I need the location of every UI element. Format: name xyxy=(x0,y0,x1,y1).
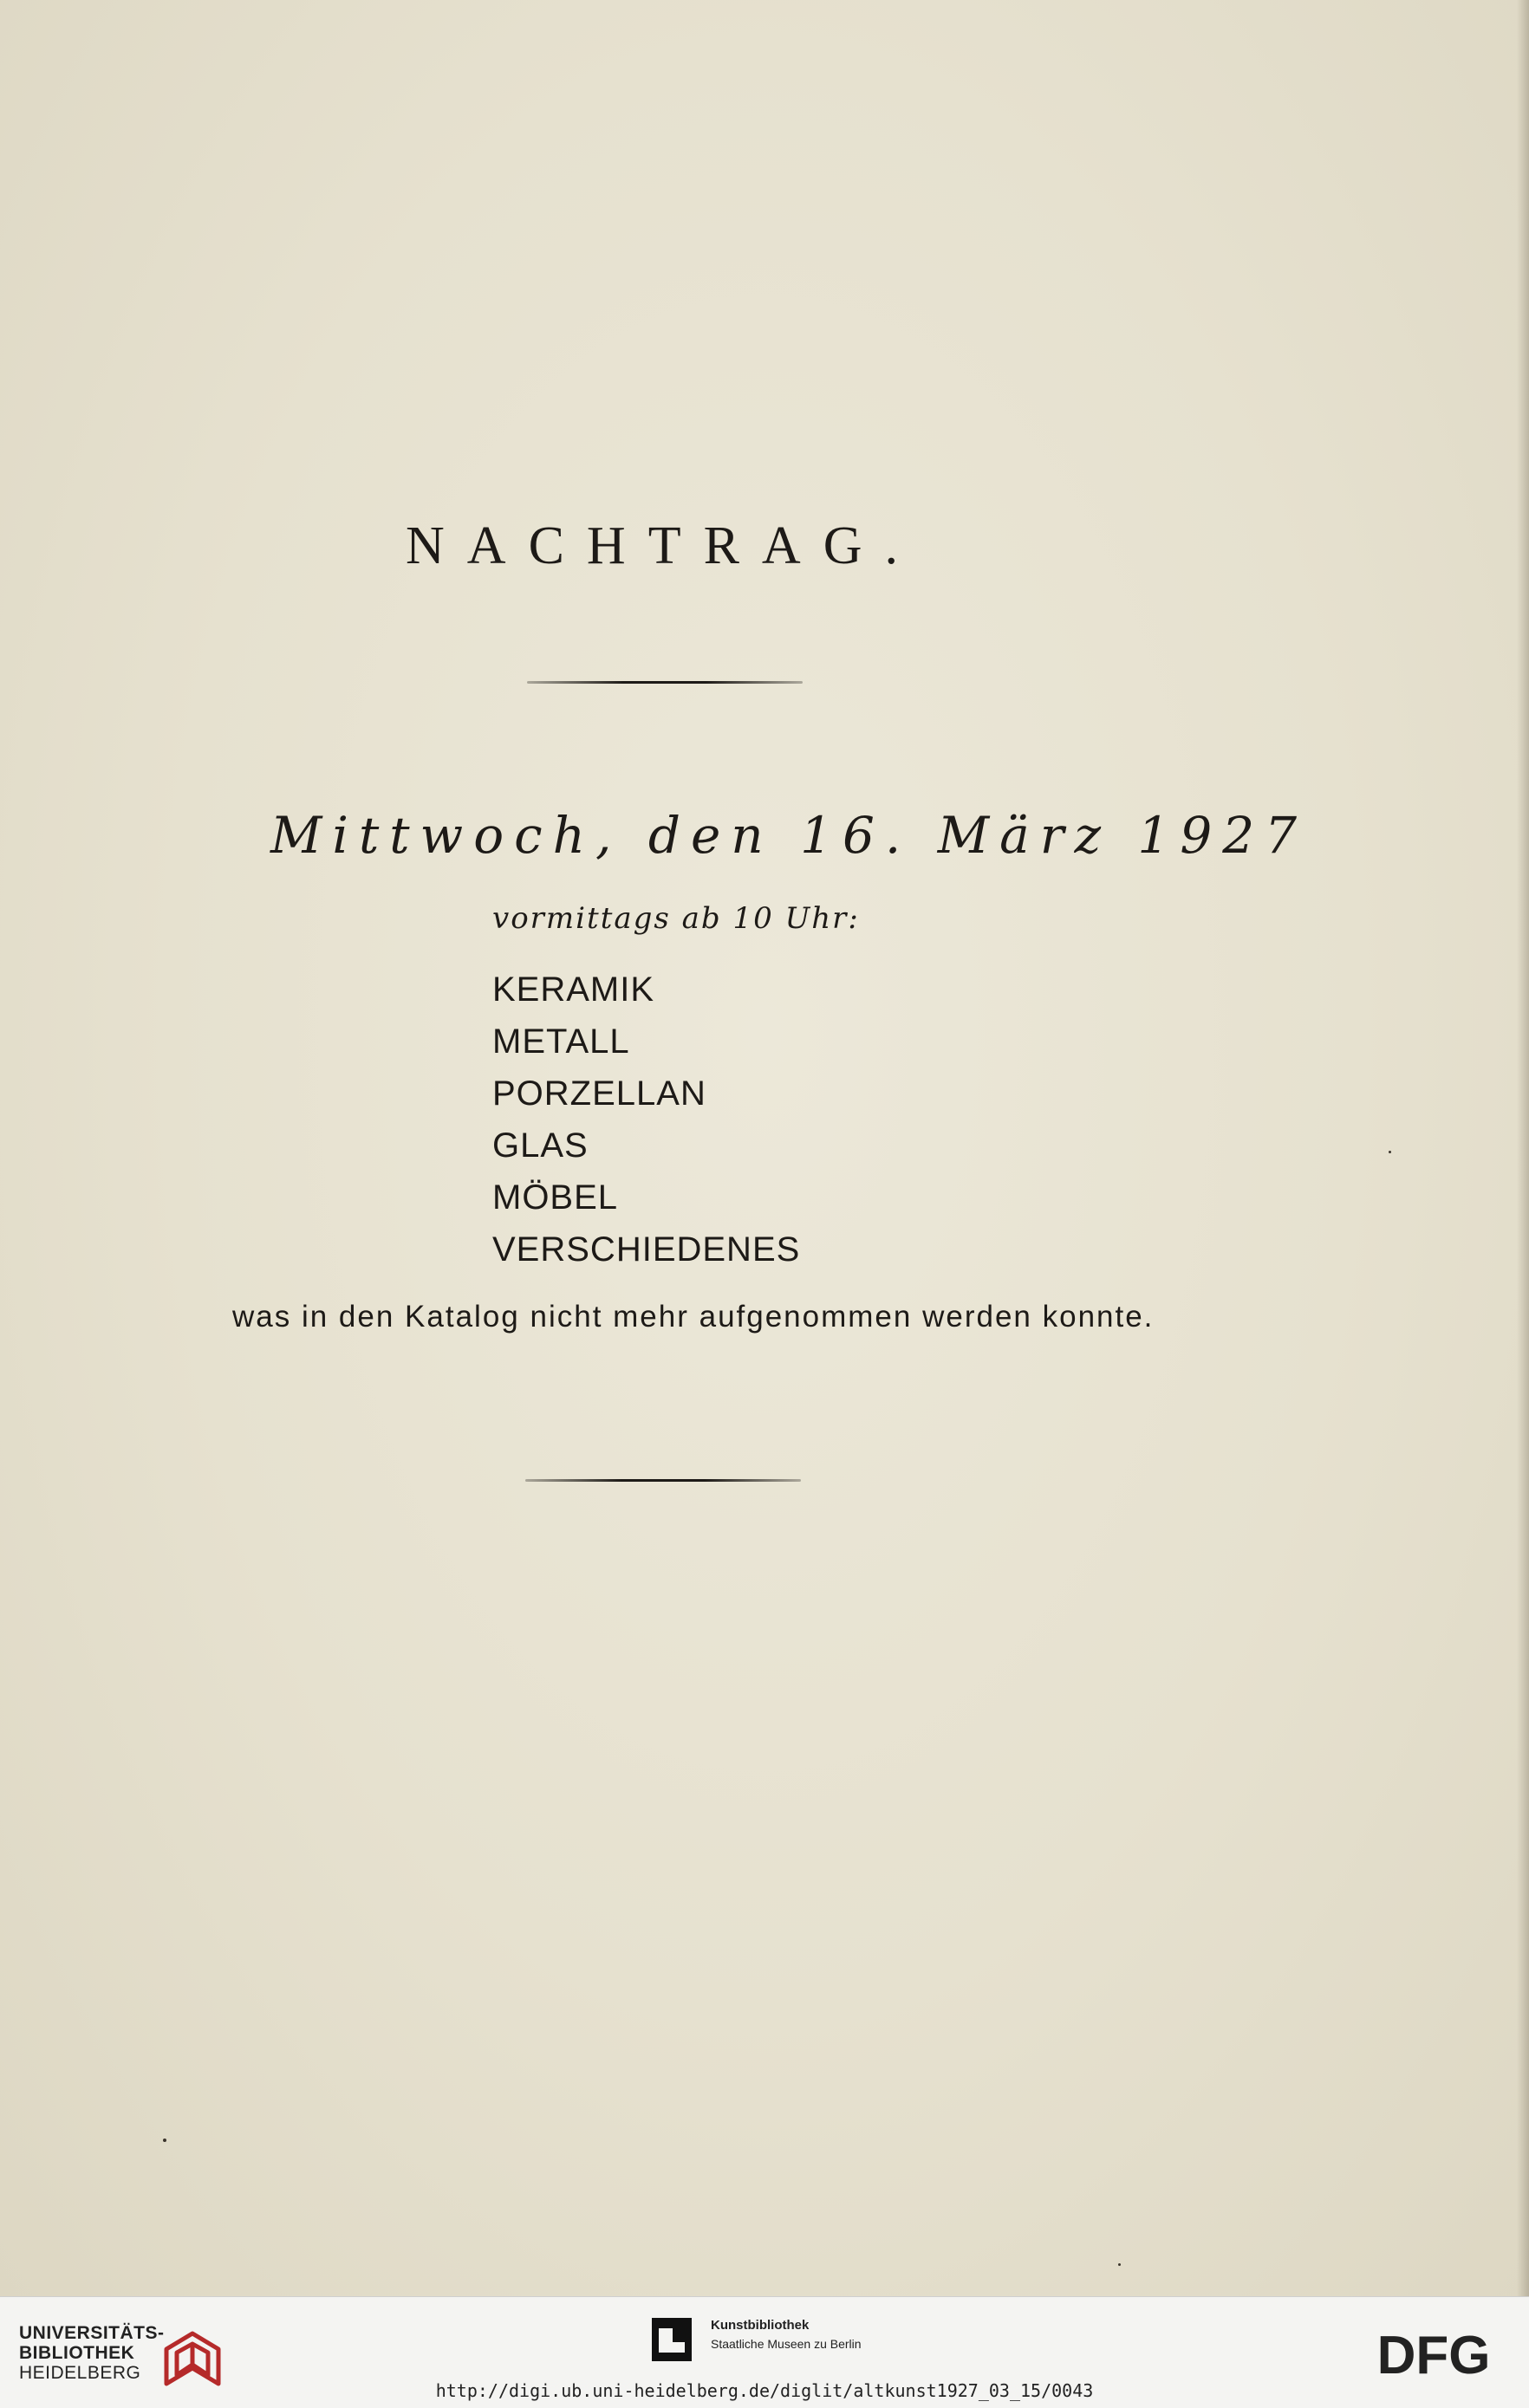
library-logo-line: UNIVERSITÄTS- xyxy=(19,2323,165,2343)
catalog-note: was in den Katalog nicht mehr aufgenommen werden konnte. xyxy=(232,1300,1155,1334)
permalink-url[interactable]: http://digi.ub.uni-heidelberg.de/diglit/altkunst1927_03_15/0043 xyxy=(435,2380,1094,2401)
paper-speck xyxy=(163,2139,166,2142)
kunstbibliothek-title: Kunstbibliothek xyxy=(711,2318,810,2333)
museum-mark-icon xyxy=(652,2318,692,2361)
kunstbibliothek-logo[interactable] xyxy=(652,2313,912,2365)
library-logo-line: HEIDELBERG xyxy=(19,2363,141,2383)
category-list xyxy=(492,964,800,1275)
dfg-logo[interactable] xyxy=(1359,2327,1508,2380)
paper-speck xyxy=(1118,2263,1121,2266)
dfg-logo-text: DFG xyxy=(1376,2327,1491,2380)
kunstbibliothek-subtitle: Staatliche Museen zu Berlin xyxy=(711,2337,862,2351)
category-item: MÖBEL xyxy=(492,1178,619,1217)
auction-time: vormittags ab 10 Uhr: xyxy=(492,901,860,936)
category-item: VERSCHIEDENES xyxy=(492,1230,801,1269)
library-logo-line: BIBLIOTHEK xyxy=(19,2343,135,2363)
category-item: KERAMIK xyxy=(492,970,655,1009)
page-heading: NACHTRAG. xyxy=(406,516,921,575)
category-item: METALL xyxy=(492,1022,630,1061)
paper-speck xyxy=(1389,1151,1391,1153)
auction-date: Mittwoch, den 16. März 1927 xyxy=(270,806,1308,865)
footer-bar xyxy=(0,2296,1529,2408)
category-item: PORZELLAN xyxy=(492,1074,706,1113)
top-divider xyxy=(527,681,803,684)
bottom-divider xyxy=(525,1479,801,1482)
category-item: GLAS xyxy=(492,1126,589,1165)
